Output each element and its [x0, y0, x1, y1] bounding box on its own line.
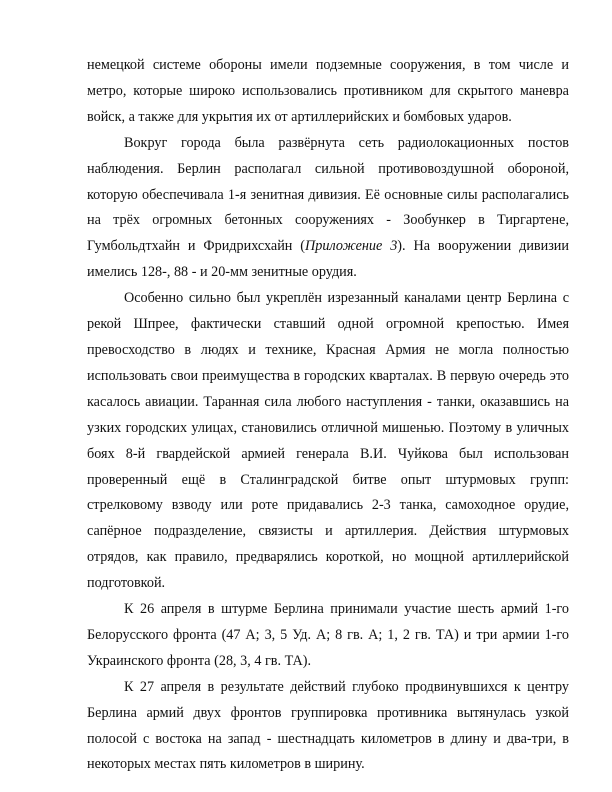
paragraph-5: К 27 апреля в результате действий глубоко продвинувшихся к центру Берлина армий двух фронтов группировка противника вытянулась узкой полосой с востока на запад - шестнадцать километров в длину и два-три, в некоторых местах пять километров в ширину. — [87, 678, 569, 773]
paragraph-2-text-start: Вокруг города была развёрнута сеть радиолокационных постов наблюдения. Берлин располагал сильной противовоздушной обороной, которую обеспечивала 1-я зенитная дивизия. Её основные силы располагались на трёх огромных бетонных сооружениях - Зообункер в Тиргартене, Гумбольдтхайн и Фридрихсхайн ( — [87, 134, 569, 255]
paragraph-1: немецкой системе обороны имели подземные сооружения, в том числе и метро, которые широко использовались противником для скрытого маневра войск, а также для укрытия их от артиллерийских и бомбовых ударов. — [87, 57, 569, 125]
paragraph-4: К 26 апреля в штурме Берлина принимали участие шесть армий 1-го Белорусского фронта (47 А; 3, 5 Уд. А; 8 гв. А; 1, 2 гв. ТА) и три армии 1-го Украинского фронта (28, 3, 4 гв. ТА). — [87, 601, 569, 669]
appendix-reference: Приложение 3 — [305, 238, 398, 255]
paragraph-2 — [87, 131, 569, 286]
paragraph-3: Особенно сильно был укреплён изрезанный каналами центр Берлина с рекой Шпрее, фактически ставший одной огромной крепостью. Имея превосходство в людях и технике, Красная Армия не могла полностью использовать свои преимущества в городских кварталах. В первую очередь это касалось авиации. Таранная сила любого наступления - танки, оказавшись на узких городских улицах, становились отличной мишенью. Поэтому в уличных боях 8-й гвардейской армией генерала В.И. Чуйкова был использован проверенный ещё в Сталинградской битве опыт штурмовых групп: стрелковому взводу или роте придавались 2-3 танка, самоходное орудие, сапёрное подразделение, связисты и артиллерия. Действия штурмовых отрядов, как правило, предварялись короткой, но мощной артиллерийской подготовкой. — [87, 290, 569, 592]
paragraph-2-text-end: ). На вооружении дивизии имелись 128-, 88 - и 20-мм зенитные орудия. — [87, 238, 569, 281]
document-page — [87, 53, 569, 778]
